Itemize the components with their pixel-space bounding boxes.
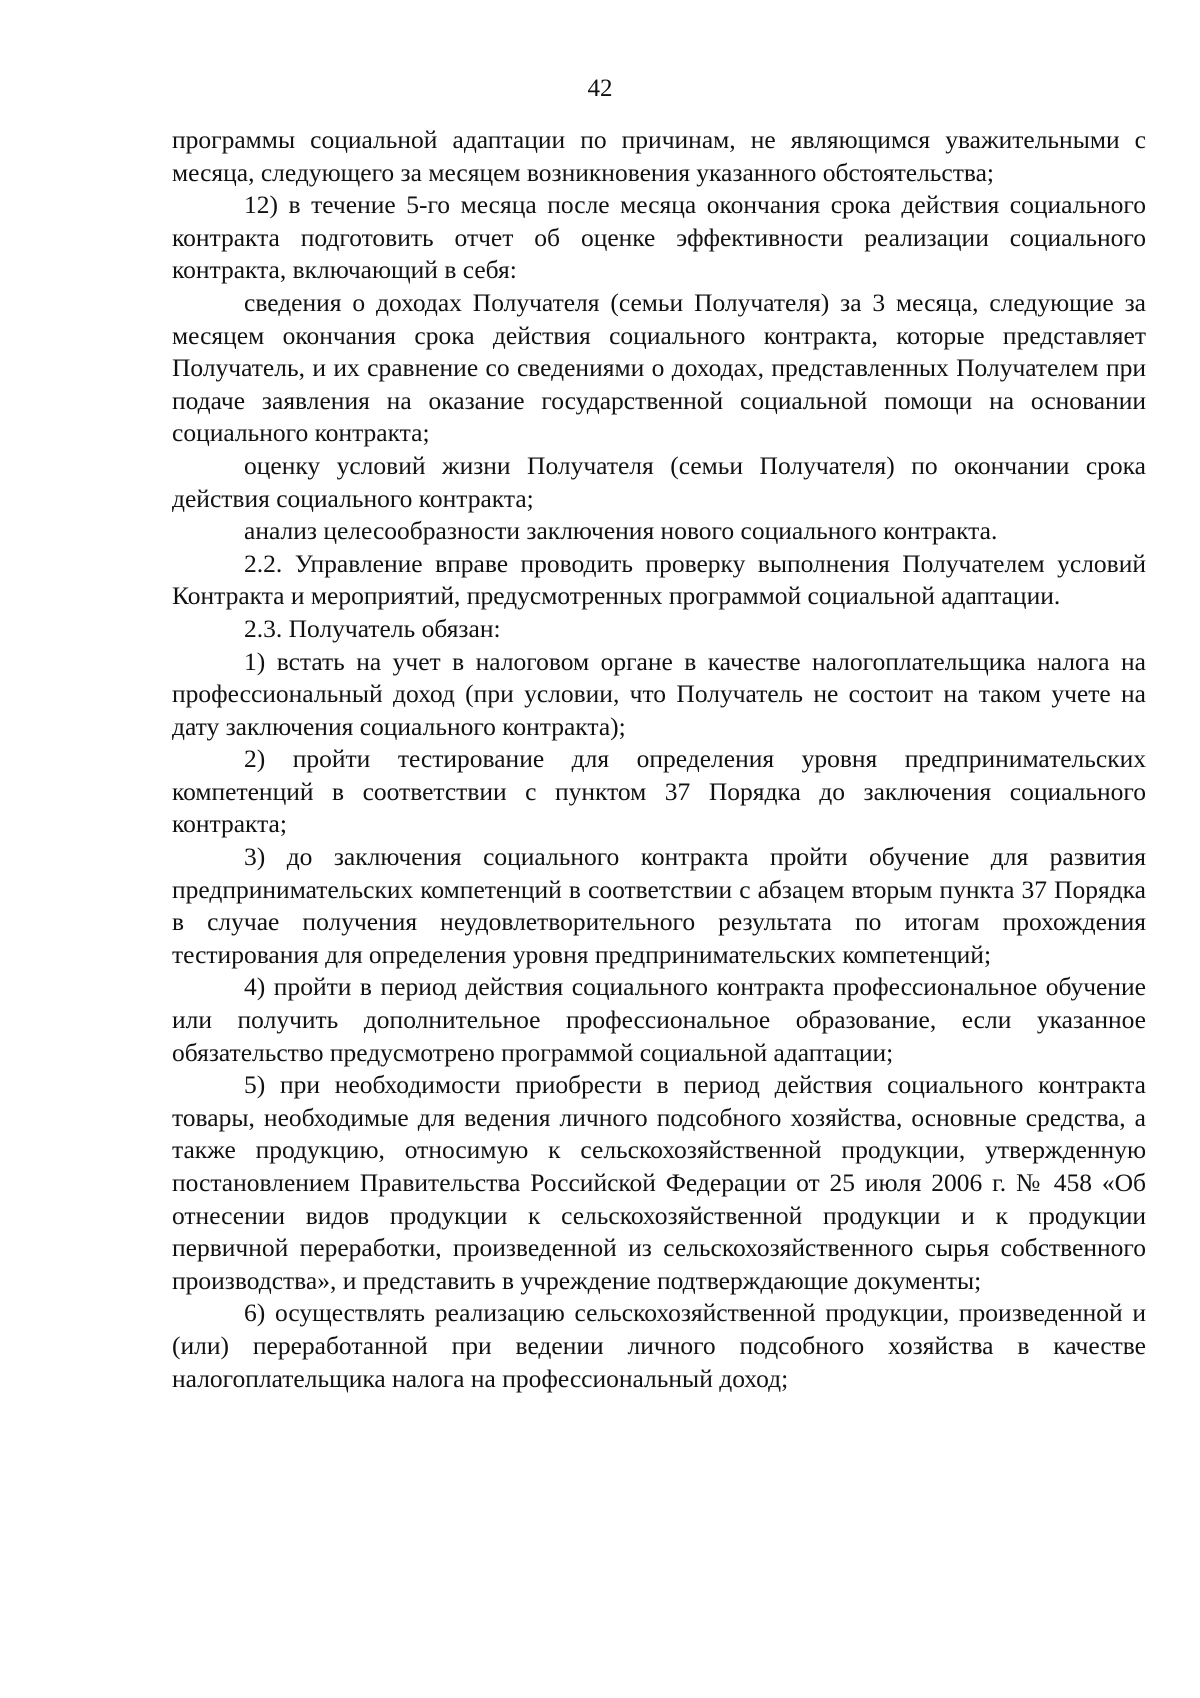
paragraph-item-5: 5) при необходимости приобрести в период действия социального контракта товары, необходимые для ведения личного подсобного хозяйства, основные средства, а также продукцию, относимую к сельскохозяйственной продукции, утвержденную постановлением Правительства Российской Федерации от 25 июля 2006 г. № 458 «Об отнесении видов продукции к сельскохозяйственной продукции и к продукции первичной переработки, произведенной из сельскохозяйственного сырья собственного производства», и представить в учреждение подтверждающие документы; — [172, 1070, 1146, 1295]
paragraph-continuation: программы социальной адаптации по причинам, не являющимся уважительными с месяца, следующего за месяцем возникновения указанного обстоятельства; — [172, 125, 1146, 187]
paragraph-item-2: 2) пройти тестирование для определения уровня предпринимательских компетенций в соответствии с пунктом 37 Порядка до заключения социального контракта; — [172, 744, 1146, 839]
paragraph-living-conditions: оценку условий жизни Получателя (семьи Получателя) по окончании срока действия социального контракта; — [172, 450, 1146, 513]
paragraph-item-1: 1) встать на учет в налоговом органе в качестве налогоплательщика налога на профессиональный доход (при условии, что Получатель не состоит на таком учете на дату заключения социального контракта); — [172, 646, 1146, 741]
paragraph-section-2-2: 2.2. Управление вправе проводить проверку выполнения Получателем условий Контракта и мероприятий, предусмотренных программой социальной адаптации. — [172, 548, 1146, 611]
paragraph-section-2-3: 2.3. Получатель обязан: — [244, 613, 501, 643]
paragraph-item-12: 12) в течение 5-го месяца после месяца окончания срока действия социального контракта подготовить отчет об оценке эффективности реализации социального контракта, включающий в себя: — [172, 190, 1146, 285]
document-body — [172, 124, 1146, 1395]
page-number: 42 — [587, 75, 613, 102]
paragraph-item-4: 4) пройти в период действия социального контракта профессиональное обучение или получить дополнительное профессиональное образование, если указанное обязательство предусмотрено программой социальной адаптации; — [172, 972, 1146, 1067]
paragraph-item-3: 3) до заключения социального контракта пройти обучение для развития предпринимательских компетенций в соответствии с абзацем вторым пункта 37 Порядка в случае получения неудовлетворительного результата по итогам прохождения тестирования для определения уровня предпринимательских компетенций; — [172, 842, 1146, 969]
paragraph-income-info: сведения о доходах Получателя (семьи Получателя) за 3 месяца, следующие за месяцем окончания срока действия социального контракта, которые представляет Получатель, и их сравнение со сведениями о доходах, представленных Получателем при подаче заявления на оказание государственной социальной помощи на основании социального контракта; — [172, 287, 1146, 448]
paragraph-item-6: 6) осуществлять реализацию сельскохозяйственной продукции, произведенной и (или) переработанной при ведении личного подсобного хозяйства в качестве налогоплательщика налога на профессиональный доход; — [172, 1298, 1146, 1393]
paragraph-new-contract-analysis: анализ целесообразности заключения нового социального контракта. — [244, 516, 998, 546]
